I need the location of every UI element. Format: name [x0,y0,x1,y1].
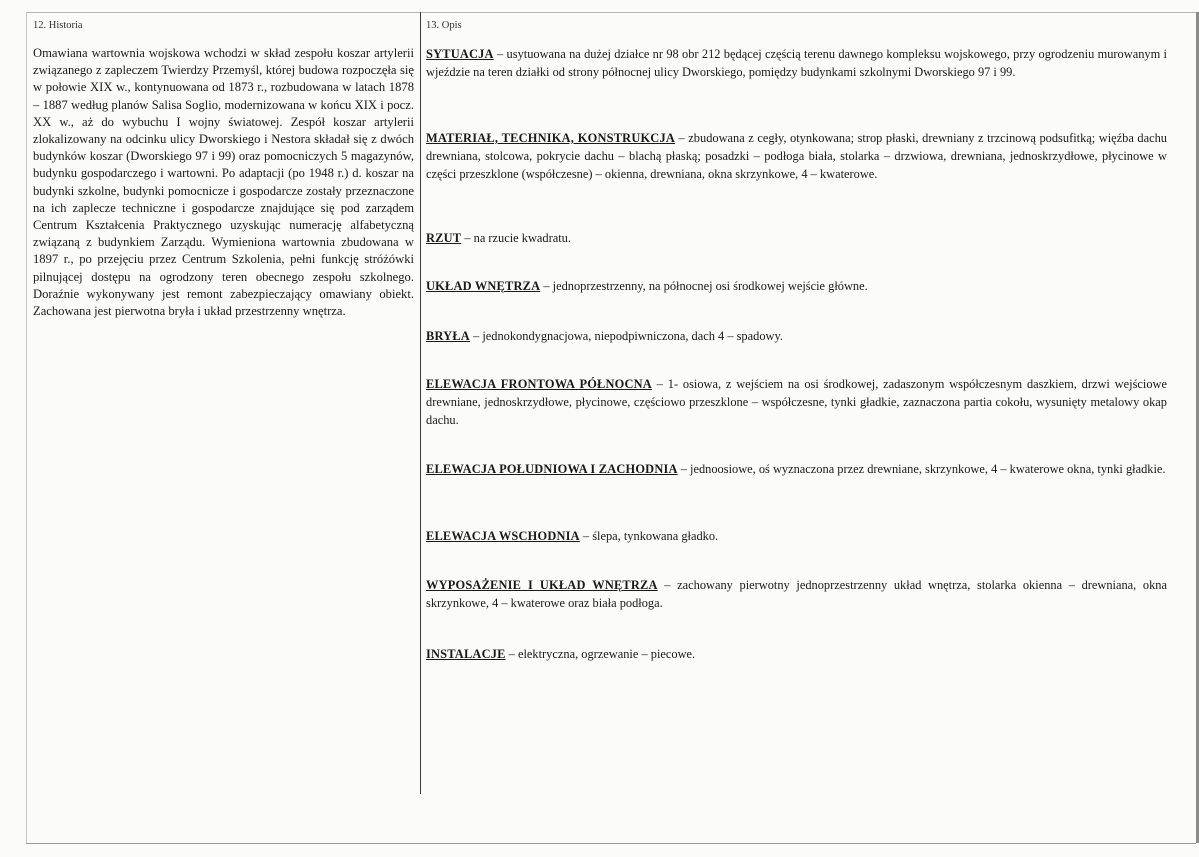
section-text: – ślepa, tynkowana gładko. [579,529,719,543]
section-label: RZUT [426,231,462,245]
section-label: MATERIAŁ, TECHNIKA, KONSTRUKCJA [426,131,675,145]
description-heading: 13. Opis [426,20,462,31]
section-text: – jednoprzestrzenny, na północnej osi środkowej wejście główne. [540,279,868,293]
section-uklad-wnetrza [426,277,1167,295]
frame-top-line [26,12,1196,13]
section-text: – zbudowana z cegły, otynkowana; strop płaski, drewniany z trzcinową podsufitką; więźba dachu drewniana, stolcowa, pokrycie dachu – blachą płaską; posadzki – podłoga biała, stolarka – drzwiowa, drewniana, jednoskrzydłowe, płycinowe w części przeszklone (współczesne) – okienna, drewniana, okna skrzynkowe, 4 – kwaterowe. [426,131,1168,181]
section-instalacje [426,645,1167,663]
section-bryla [426,327,1167,345]
section-label: WYPOSAŻENIE I UKŁAD WNĘTRZA [426,578,658,592]
section-elewacja-frontowa [426,375,1167,429]
section-label: ELEWACJA WSCHODNIA [426,529,580,543]
section-label: BRYŁA [426,329,470,343]
section-text: – jednokondygnacjowa, niepodpiwniczona, dach 4 – spadowy. [469,329,783,343]
section-elewacja-poludniowa [426,460,1167,478]
section-text: – zachowany pierwotny jednoprzestrzenny układ wnętrza, stolarka okienna – drewniana, okna skrzynkowe, 4 – kwaterowe oraz biała podłoga. [426,578,1167,610]
frame-left-line [26,12,27,844]
section-material [426,129,1167,183]
section-label: ELEWACJA POŁUDNIOWA I ZACHODNIA [426,462,678,476]
section-label: SYTUACJA [426,47,494,61]
frame-bottom-line [26,843,1196,844]
section-label: ELEWACJA FRONTOWA PÓŁNOCNA [426,377,652,391]
history-text: Omawiana wartownia wojskowa wchodzi w skład zespołu koszar artylerii związanego z zapleczem Twierdzy Przemyśl, której budowa rozpoczęła się w połowie XIX w., kontynuowana od 1873 r., rozbudowana w latach 1878 – 1887 według planów Salisa Soglio, modernizowana w końcu XIX i pocz. XX w., aż do wybuchu I wojny światowej. Zespół koszar artylerii zlokalizowany na odcinku ulicy Dworskiego i Nestora składał się z dwóch budynków koszar (Dworskiego 97 i 99) oraz pomocniczych 5 magazynów, budynku gospodarczego i wartowni. Po adaptacji (po 1948 r.) d. koszar na budynki szkolne, budynki pomocnicze i gospodarcze zostały przeznaczone na ich zaplecze techniczne i gospodarcze znajdujące się pod zarządem Centrum Kształcenia Praktycznego uzyskując numerację alfabetyczną związaną z budynkiem Zarządu. Wymieniona wartownia zbudowana w 1897 r., po przejęciu przez Centrum Szkolenia, pełni funkcję stróżówki pilnującej dostępu na ogrodzony teren obecnego zespołu szkolnego. Doraźnie wykonywany jest remont zabezpieczający omawiany obiekt. Zachowana jest pierwotna bryła i układ przestrzenny wnętrza. [33,46,414,319]
section-wyposazenie [426,576,1167,612]
section-elewacja-wschodnia [426,527,1167,545]
section-text: – usytuowana na dużej działce nr 98 obr 212 będącej częścią terenu dawnego kompleksu wojskowego, przy ogrodzeniu murowanym i wjeździe na teren działki od strony północnej ulicy Dworskiego, pomiędzy budynkami szkolnymi Dworskiego 97 i 99. [426,47,1167,79]
section-text: – jednoosiowe, oś wyznaczona przez drewniane, skrzynkowe, 4 – kwaterowe okna, tynki gładkie. [677,462,1166,476]
column-divider [420,12,421,794]
section-label: INSTALACJE [426,647,506,661]
section-rzut [426,229,1167,247]
section-text: – elektryczna, ogrzewanie – piecowe. [505,647,696,661]
section-text: – na rzucie kwadratu. [461,231,571,245]
section-label: UKŁAD WNĘTRZA [426,279,541,293]
section-sytuacja [426,45,1167,81]
history-heading: 12. Historia [33,20,83,31]
section-text: – 1- osiowa, z wejściem na osi środkowej, zadaszonym współczesnym daszkiem, drzwi wejściowe drewniane, jednoskrzydłowe, płycinowe, częściowo przeszklone – współczesne, tynki gładkie, zaznaczona partia cokołu, wysunięty metalowy okap dachu. [426,377,1167,427]
